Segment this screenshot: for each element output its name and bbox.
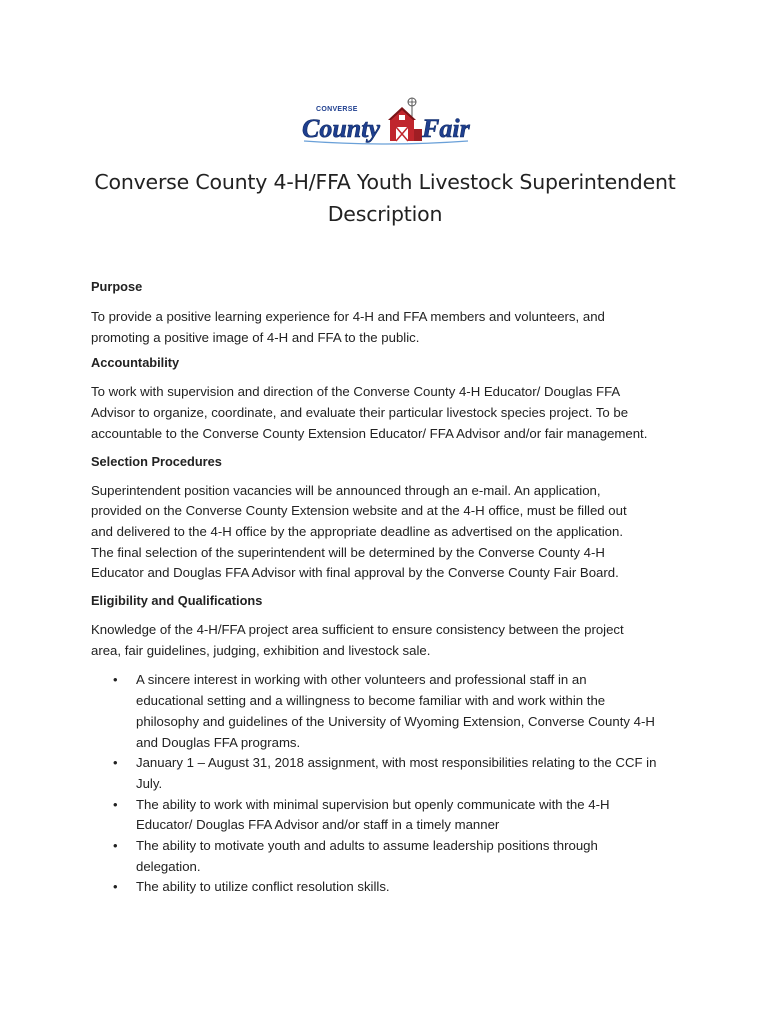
eligibility-heading: Eligibility and Qualifications [91, 593, 263, 609]
accountability-line: Advisor to organize, coordinate, and evaluate their particular livestock species project. To be [91, 405, 629, 421]
document-body [91, 276, 691, 898]
list-item [91, 877, 691, 898]
converse-county-fair-logo [300, 97, 472, 149]
accountability-text [91, 382, 691, 444]
logo-top-text: CONVERSE [316, 106, 358, 113]
list-item-line: and Douglas FFA programs. [136, 734, 301, 750]
eligibility-text [91, 620, 691, 661]
list-item [91, 795, 691, 836]
logo-county-text: County [302, 114, 381, 143]
list-item [91, 670, 691, 753]
logo-fair-text: Fair [422, 114, 470, 143]
eligibility-line: Knowledge of the 4-H/FFA project area sufficient to ensure consistency between the project [91, 622, 624, 638]
selection-line: Superintendent position vacancies will be announced through an e-mail. An application, [91, 482, 601, 498]
accountability-line: To work with supervision and direction of the Converse County 4-H Educator/ Douglas FFA [91, 384, 621, 400]
selection-line: provided on the Converse County Extension website and at the 4-H office, must be filled out [91, 503, 627, 519]
list-item-line: January 1 – August 31, 2018 assignment, with most responsibilities relating to the CCF in [136, 755, 657, 771]
purpose-heading: Purpose [91, 279, 143, 294]
list-item-line: Educator/ Douglas FFA Advisor and/or staff in a timely manner [136, 817, 500, 833]
qualifications-list [91, 670, 691, 898]
bullet-icon: • [113, 755, 118, 771]
purpose-line: promoting a positive image of 4-H and FFA to the public. [91, 329, 420, 345]
bullet-icon: • [113, 672, 118, 688]
purpose-line: To provide a positive learning experience for 4-H and FFA members and volunteers, and [91, 309, 605, 324]
list-item-line: philosophy and guidelines of the University of Wyoming Extension, Converse County 4-H [136, 713, 655, 729]
list-item [91, 753, 691, 794]
list-item-line: educational setting and a willingness to become familiar with and work within the [136, 693, 606, 709]
list-item-line: delegation. [136, 858, 201, 874]
selection-line: and delivered to the 4-H office by the appropriate deadline as advertised on the application. [91, 523, 624, 539]
title-line-1: Converse County 4-H/FFA Youth Livestock Superintendent [94, 170, 676, 194]
bullet-icon: • [113, 838, 118, 854]
document-title [60, 166, 710, 230]
list-item-line: The ability to utilize conflict resolution skills. [136, 879, 390, 895]
selection-line: The final selection of the superintendent will be determined by the Converse County 4-H [91, 544, 605, 560]
accountability-heading: Accountability [91, 355, 180, 371]
selection-line: Educator and Douglas FFA Advisor with final approval by the Converse County Fair Board. [91, 565, 619, 581]
bullet-icon: • [113, 879, 118, 895]
selection-text [91, 481, 691, 585]
list-item-line: July. [136, 775, 163, 791]
purpose-text [91, 307, 691, 348]
accountability-line: accountable to the Converse County Extension Educator/ FFA Advisor and/or fair management. [91, 425, 648, 441]
list-item-line: The ability to motivate youth and adults to assume leadership positions through [136, 838, 598, 854]
logo-graphic [300, 97, 472, 149]
list-item [91, 836, 691, 877]
selection-heading: Selection Procedures [91, 453, 222, 469]
title-line-2: Description [327, 202, 443, 226]
bullet-icon: • [113, 796, 118, 812]
list-item-line: The ability to work with minimal supervision but openly communicate with the 4-H [136, 796, 610, 812]
list-item-line: A sincere interest in working with other volunteers and professional staff in an [136, 672, 587, 688]
eligibility-line: area, fair guidelines, judging, exhibition and livestock sale. [91, 642, 431, 658]
